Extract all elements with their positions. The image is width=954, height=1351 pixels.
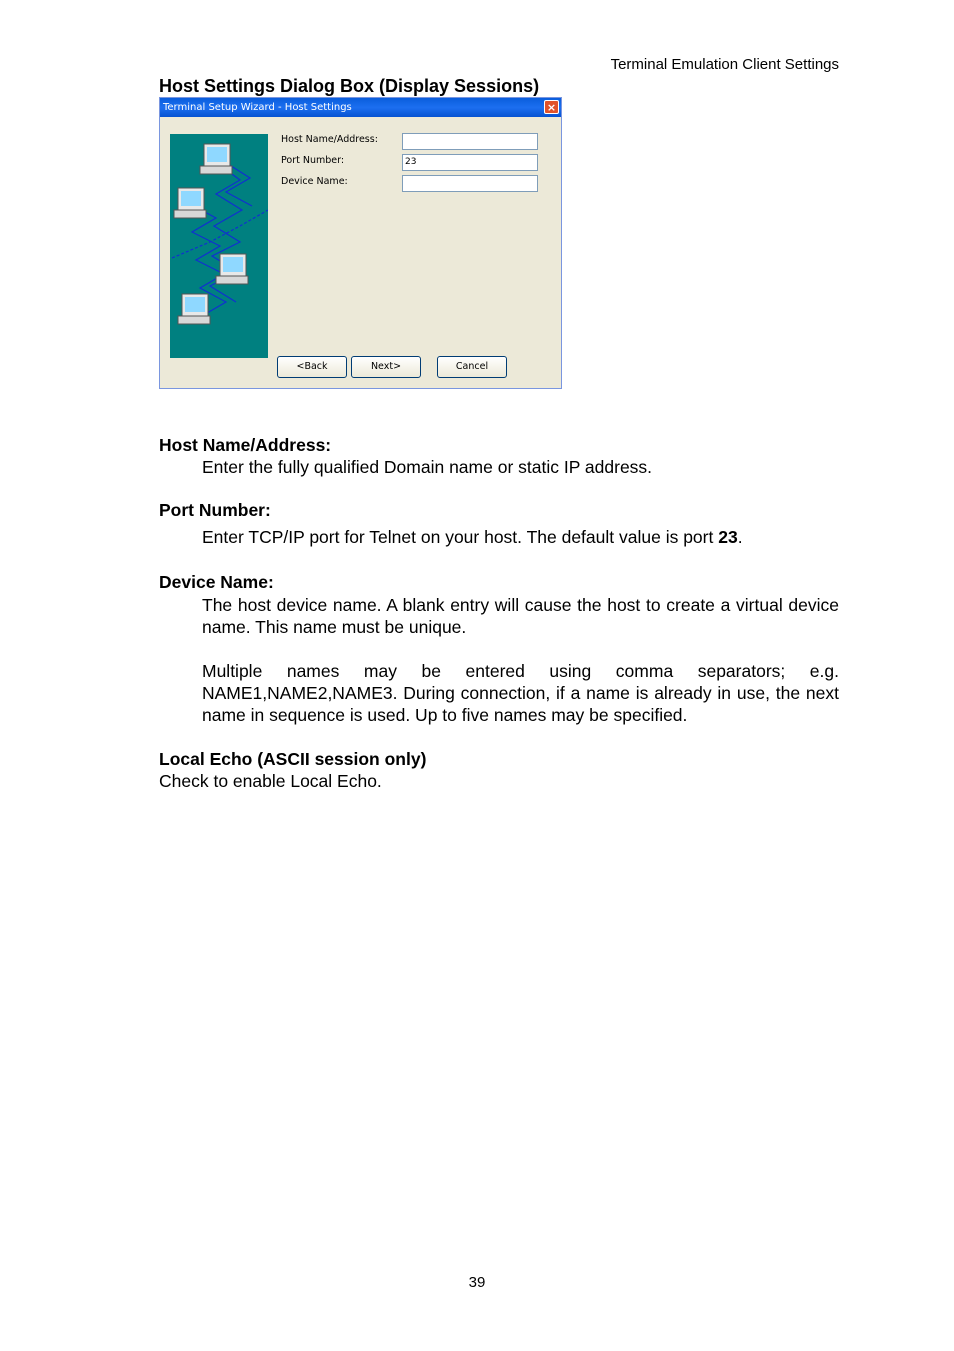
close-button[interactable]: × xyxy=(544,100,559,114)
host-name-label: Host Name/Address: xyxy=(281,134,378,145)
host-name-term: Host Name/Address: xyxy=(159,435,332,455)
local-echo-description: Check to enable Local Echo. xyxy=(159,771,382,791)
section-title: Host Settings Dialog Box (Display Sessions) xyxy=(159,76,540,96)
cancel-button[interactable]: Cancel xyxy=(437,356,507,378)
device-name-multiple-description: Multiple names may be entered using comma separators; e.g. NAME1,NAME2,NAME3. During connection, if a name is already in use, the next name in sequence is used. Up to five names may be specified. xyxy=(202,661,839,725)
port-number-term: Port Number: xyxy=(159,500,271,520)
host-name-input[interactable] xyxy=(402,133,538,150)
port-number-description xyxy=(202,526,839,548)
port-number-input[interactable]: 23 xyxy=(402,154,538,171)
host-name-description: Enter the fully qualified Domain name or static IP address. xyxy=(202,457,653,477)
port-desc-suffix: . xyxy=(737,527,743,547)
back-button[interactable]: <Back xyxy=(277,356,347,378)
device-name-term: Device Name: xyxy=(159,572,274,592)
local-echo-term: Local Echo (ASCII session only) xyxy=(159,749,427,769)
page-number: 39 xyxy=(468,1274,486,1291)
device-name-description: The host device name. A blank entry will cause the host to create a virtual device name. This name must be unique. xyxy=(202,595,839,637)
network-computers-icon xyxy=(170,134,268,358)
port-number-label: Port Number: xyxy=(281,155,345,166)
device-name-input[interactable] xyxy=(402,175,538,192)
network-illustration xyxy=(170,134,268,358)
running-header: Terminal Emulation Client Settings xyxy=(610,56,839,73)
port-desc-prefix: Enter TCP/IP port for Telnet on your host. The default value is port xyxy=(202,527,719,547)
dialog-titlebar xyxy=(160,98,561,117)
next-button[interactable]: Next> xyxy=(351,356,421,378)
port-default-value: 23 xyxy=(718,527,738,547)
host-settings-dialog xyxy=(159,97,562,389)
dialog-title: Terminal Setup Wizard - Host Settings xyxy=(163,102,352,113)
device-name-label: Device Name: xyxy=(281,176,348,187)
